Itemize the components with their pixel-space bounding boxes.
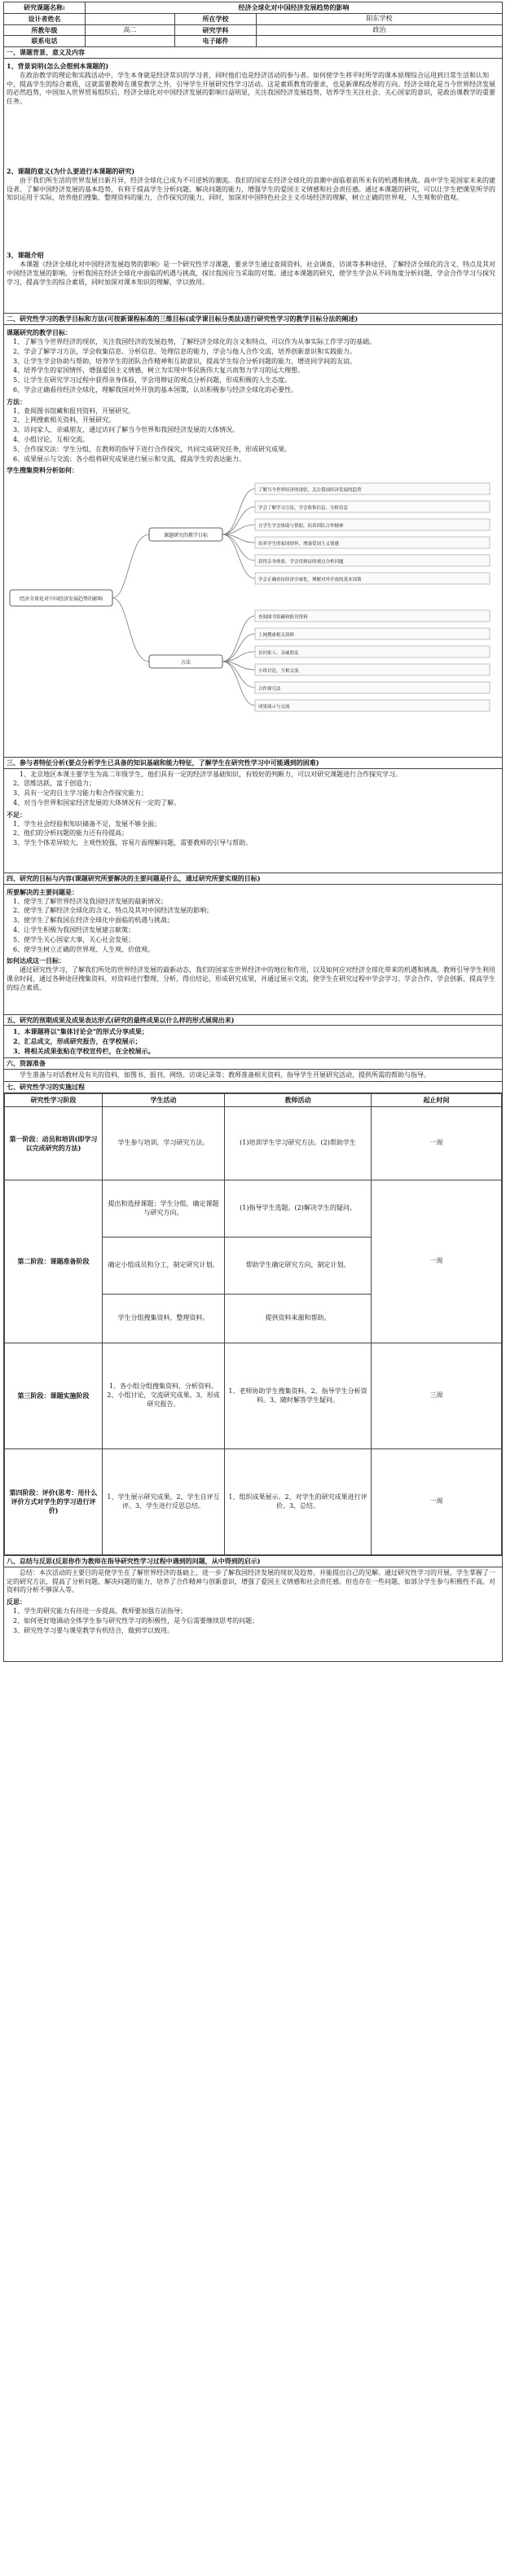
section3-lack: 2、他们的分析问题的能力还有待提高； [13,829,129,837]
section8-body [4,1567,503,1662]
process-time: 三周 [372,1343,502,1449]
mindmap-connectors [112,489,255,706]
section4-problem: 5、使学生关心国家大事，关心社会发展； [13,935,135,943]
section6-body [4,1069,503,1082]
section8-reflect: 3、研究性学习要与课堂教学有机结合，做到学以致用。 [13,1626,174,1634]
table-row [5,1107,502,1180]
process-col-stage: 研究性学习阶段 [5,1094,103,1107]
title-value: 经济全球化对中国经济发展趋势的影响 [86,2,503,14]
process-student: 学生参与培训，学习研究方法。 [103,1107,225,1180]
school-label: 所在学校 [175,13,257,24]
process-teacher: 帮助学生确定研究方向，制定计划。 [225,1237,372,1295]
section5-item: 2、汇总成文，形成研究报告，在学校展示； [13,1037,142,1046]
section3-heading: 三、参与者特征分析(要点分析学生已具备的知识基础和能力特征，了解学生在研究性学习中可能遇到的困难) [4,757,503,768]
section4-problem: 1、使学生了解世界经济及我国经济发展的最新情况； [13,897,168,905]
contact-value [86,36,175,47]
section4-body [4,884,503,1014]
goals-title: 课题研究的教学目标： [7,328,72,337]
section3-body [4,768,503,873]
process-stage: 第一阶段：动员和培训(即学习以完成研究的方法) [5,1107,103,1180]
process-col-time: 起止时间 [372,1094,502,1107]
section2-body [4,325,503,758]
contact-label: 联系电话 [4,36,86,47]
section3-item: 3、具有一定的自主学习能力和合作探究能力； [13,789,148,798]
email-label: 电子邮件 [175,36,257,47]
goal-item: 5、让学生在研究学习过程中获得亲身体验，学会用辩证的观点分析问题，形成积极的人生态度。 [13,376,292,385]
process-student: 确定小组成员和分工，制定研究计划。 [103,1237,225,1295]
method-item: 2、上网搜索相关资料，开展研究。 [13,416,116,424]
mindmap-leaf: 访问家人、亲戚朋友 [258,651,299,657]
mindmap-root: 经济全球化对中国经济发展趋势的影响 [19,596,103,603]
mindmap-branch-a: 课题研究的教学目标 [163,533,209,539]
mindmap-leaf: 了解当今世界经济的现状，关注我国经济发展的趋势 [258,488,362,494]
mindmap-title: 学生搜集资料分析如何： [7,466,78,475]
designer-value [86,13,175,24]
table-row [5,1180,502,1237]
goal-item: 4、培养学生的家国情怀，增强爱国主义情感，树立为实现中华民族伟大复兴而努力学习的远大理想。 [13,367,305,375]
section4-goal-text: 通过研究性学习，了解我们所处的世界经济发展的最新动态，我们的国家在世界经济中的地位和作用，以及如何应对经济全球化带来的机遇和挑战。教师引导学生利用课余时间，通过各种途径搜集资料，对资料进行整理、分析，得出结论，形成研究成果，并通过展示交流，使学生在研究过程中学会学习、学会合作、学会创新，提高学生的综合素质。 [7,966,495,991]
section3-intro: 1、北京地区本课主要学生为高二年级学生，他们具有一定的经济学基础知识，有较好的判断力，可以对研究课题进行合作探究学习。 [20,770,403,778]
process-table [4,1093,502,1555]
mindmap-branch-b: 方法 [180,660,191,666]
mindmap-leaf: 学会了解学习方法，学会收集信息、分析信息 [258,506,349,512]
goal-item: 6、学会正确看待经济全球化，理解我国对外开放的基本国策，认识积极参与经济全球化的必要性。 [13,385,298,393]
subject-label: 研究学科 [175,24,257,36]
table-row [5,1449,502,1555]
section4-problem: 3、使学生了解我国在经济全球化中面临的机遇与挑战； [13,917,174,925]
section3-lack: 1、学生社会经验和知识储备不足，发展不够全面； [13,820,161,828]
section1-heading: 一、课题背景、意义及内容 [4,47,503,59]
goal-item: 1、了解当今世界经济的现状，关注我国经济的发展趋势，了解经济全球化的含义和特点，可以作为从事实际工作学习的基础。 [13,337,376,345]
section8-heading: 八、总结与反思(反思你作为教师在指导研究性学习过程中遇到的问题，从中得到的启示) [4,1556,503,1567]
section8-reflect-title: 反思： [7,1598,26,1607]
section8-reflect: 1、学生的研究能力有待进一步提高，教师要加强方法指导； [13,1607,187,1615]
process-student: 1、各小组分组搜集资料，分析资料。2、小组讨论，交流研究成果。3、形成研究报告。 [103,1343,225,1449]
section8-text: 总结：本次活动的主要目的是使学生在了解世界经济的基础上，进一步了解我国经济发展的现状及趋势，并能提出自己的见解。通过研究性学习的开展，学生掌握了一定的研究方法，提高了分析问题、解决问题的能力，培养了合作精神与创新意识，增强了爱国主义情感和社会责任感。但也存在一些问题，如部分学生参与积极性不高，对资料的分析不够深入等。 [7,1568,495,1594]
process-teacher: (1)培训学生学习研究方法。(2)帮助学生 [225,1107,372,1180]
process-student: 提出和选择课题；学生分组，确定课题与研究方向。 [103,1180,225,1237]
section3-lack: 3、学生个体差异较大，主观性较强，容易片面理解问题，需要教师的引导与帮助。 [13,839,253,847]
grade-label: 所教年级 [4,24,86,36]
method-item: 5、合作探究法：学生分组，在教师的指导下进行合作探究，共同完成研究任务，形成研究成果。 [13,445,292,453]
mindmap-leaves-a [255,483,490,584]
title-label: 研究课题名称: [4,2,86,14]
mindmap-leaf: 查阅图书馆藏和报刊资料 [258,615,308,621]
section5-item: 3、将相关成果张贴在学校宣传栏，在全校展示。 [13,1047,155,1056]
mindmap-leaf: 培养学生的家国情怀，增强爱国主义情感 [258,542,340,547]
section4-problem: 4、让学生积极为我国经济发展建言献策； [13,926,135,934]
section3-lack-title: 不足： [7,810,26,819]
process-student: 学生分组搜集资料，整理资料。 [103,1295,225,1343]
mindmap-leaf: 让学生学会协助与帮助，培养团队合作精神 [258,524,344,530]
method-item: 6、成果展示与交流：各小组将研究成果进行展示和交流，提高学生的表达能力。 [13,455,246,463]
mindmap-leaf: 成果展示与交流 [258,705,290,710]
mindmap-leaves-b [255,610,490,711]
table-row [5,1343,502,1449]
section3-item: 4、对当今世界和国家经济发展的大体情况有一定的了解。 [13,799,181,807]
subject-value: 政治 [257,24,503,36]
process-stage: 第二阶段：课题准备阶段 [5,1180,103,1343]
section1-part3-title: 3、课题介绍 [7,251,44,260]
process-table-cell [4,1093,503,1556]
process-col-teacher: 教师活动 [225,1094,372,1107]
section3-item: 2、思维活跃，富于创造力； [13,780,96,788]
section4-problems-title: 所要解决的主要问题是： [7,887,78,896]
section4-goal-title: 如何达成这一目标： [7,956,65,965]
section7-heading: 七、研究性学习的实施过程 [4,1082,503,1093]
mindmap-leaf: 上网搜索相关资料 [258,633,295,639]
section1-part1-title: 1、背景说明(怎么会想到本课题的) [7,61,109,70]
school-value: 阳东学校 [257,13,503,24]
process-teacher: 1、老师协助学生搜集资料。2、指导学生分析资料。3、随时解答学生疑问。 [225,1343,372,1449]
section1-part2-text: 由于我们所生活的世界发展日新月异，经济全球化已成为不可逆转的潮流。我们的国家在经济全球化的浪潮中面临着前所未有的机遇和挑战。高中学生是国家未来的建设者，了解中国经济发展的基本趋势，有利于提高学生分析问题、解决问题的能力，增强学生的爱国主义情感和社会责任感。通过本课题的研究，可以让学生把课堂所学的知识运用于实际，培养他们搜集、整理资料的能力，合作探究的能力，同时，加深对中国特色社会主义市场经济的理解，树立正确的世界观、人生观和价值观。 [7,176,495,202]
mindmap-leaf: 获得亲身体验，学会用辩证的观点分析问题 [258,560,344,565]
process-student: 1、学生展示研究成果。2、学生自评互评。3、学生进行反思总结。 [103,1449,225,1555]
goal-item: 3、让学生学会协助与帮助，培养学生的团队合作精神和互助意识，提高学生综合分析问题的能力，增进同学间的友谊。 [13,357,357,365]
process-time: 一周 [372,1107,502,1180]
process-teacher: 1、组织成果展示。2、对学生的研究成果进行评价。3、总结。 [225,1449,372,1555]
process-stage: 第三阶段：课题实施阶段 [5,1343,103,1449]
section8-reflect: 2、如何更好地调动全体学生参与研究性学习的积极性，是今后需要继续思考的问题； [13,1616,259,1624]
method-item: 4、小组讨论，互相交流。 [13,435,90,443]
process-teacher: (1)指导学生选题。(2)解决学生的疑问。 [225,1180,372,1237]
section4-heading: 四、研究的目标与内容(课题研究所要解决的主要问题是什么，通过研究所要实现的目标) [4,873,503,885]
designer-label: 设计者姓名 [4,13,86,24]
mindmap-leaf: 合作探究法 [258,687,281,692]
section6-text: 学生准备与对话教材及有关的资料，如图书、报刊、网络、访谈记录等；教师准备相关资料，指导学生开展研究活动，提供所需的帮助与指导。 [20,1070,430,1079]
process-teacher: 提供资料来源和帮助。 [225,1295,372,1343]
process-col-student: 学生活动 [103,1094,225,1107]
methods-title: 方法： [7,397,26,406]
mindmap-leaf: 学会正确看待经济全球化，理解对外开放的基本国策 [258,578,362,583]
process-stage: 第四阶段：评价(思考：用什么评价方式对学生的学习进行评价) [5,1449,103,1555]
section4-problem: 6、使学生树立正确的世界观、人生观、价值观。 [13,945,155,953]
method-item: 1、查阅图书馆藏和报刊资料，开展研究。 [13,407,135,415]
email-value [257,36,503,47]
section6-heading: 六、资源准备 [4,1057,503,1069]
goal-item: 2、学会了解学习方法，学会收集信息、分析信息、处理信息的能力，学会与他人合作交流，培养创新意识和实践能力。 [13,347,357,355]
section5-body [4,1026,503,1057]
section5-item: 1、本课题将以"集体讨论会"的形式分享成果； [13,1027,148,1036]
mindmap-diagram [7,476,495,720]
method-item: 3、访问家人、亲戚朋友，通过访问了解当今世界和我国经济发展的大体情况。 [13,426,240,434]
section4-problem: 2、使学生了解经济全球化的含义、特点及其对中国经济发展的影响； [13,907,213,915]
section1-part3-text: 本课题《经济全球化对中国经济发展趋势的影响》是一个研究性学习课题，要求学生通过查阅资料、社会调查、访谈等多种途径，了解经济全球化的含义、特点及其对中国经济发展的影响，分析我国在经济全球化中面临的机遇与挑战，探讨我国应当采取的对策。通过本课题的研究，使学生学会从不同角度分析问题，学会合作学习与探究学习，提高学生的综合素质，同时加深对课本知识的理解，学以致用。 [7,260,495,286]
section1-part1-text: 在政治教学的理论和实践活动中，学生本身就是经济常识的学习者，同时他们也是经济活动的参与者。如何使学生将平时所学的课本原理综合运用到日常生活和认知中，提高学生的综合素质，这就需要教师在课堂教学之外，引导学生开展研究性学习活动。这是素质教育的要求，也是新课程改革的方向。经济全球化是当今世界经济发展的必然趋势，中国加入世界贸易组织后，经济全球化对中国经济发展的影响日益明显，关注我国经济发展趋势，培养学生关注社会、关心国家的意识，是政治课教学的重要任务。 [7,71,495,106]
grade-value: 高二 [86,24,175,36]
section2-heading: 二、研究性学习的教学目标和方法(可按新课程标准的三维目标(或学课目标分类法)进行研究性学习的教学目标分法的阐述) [4,314,503,325]
process-time: 一周 [372,1180,502,1343]
process-time: 一周 [372,1449,502,1555]
section1-part2-title: 2、课题的意义(为什么要进行本课题的研究) [7,166,135,175]
section5-heading: 五、研究的预期成果及成果表达形式(研究的最终成果以什么样的形式展现出来) [4,1014,503,1026]
section1-body [4,58,503,313]
mindmap-leaf: 小组讨论，互相交流 [258,669,299,675]
